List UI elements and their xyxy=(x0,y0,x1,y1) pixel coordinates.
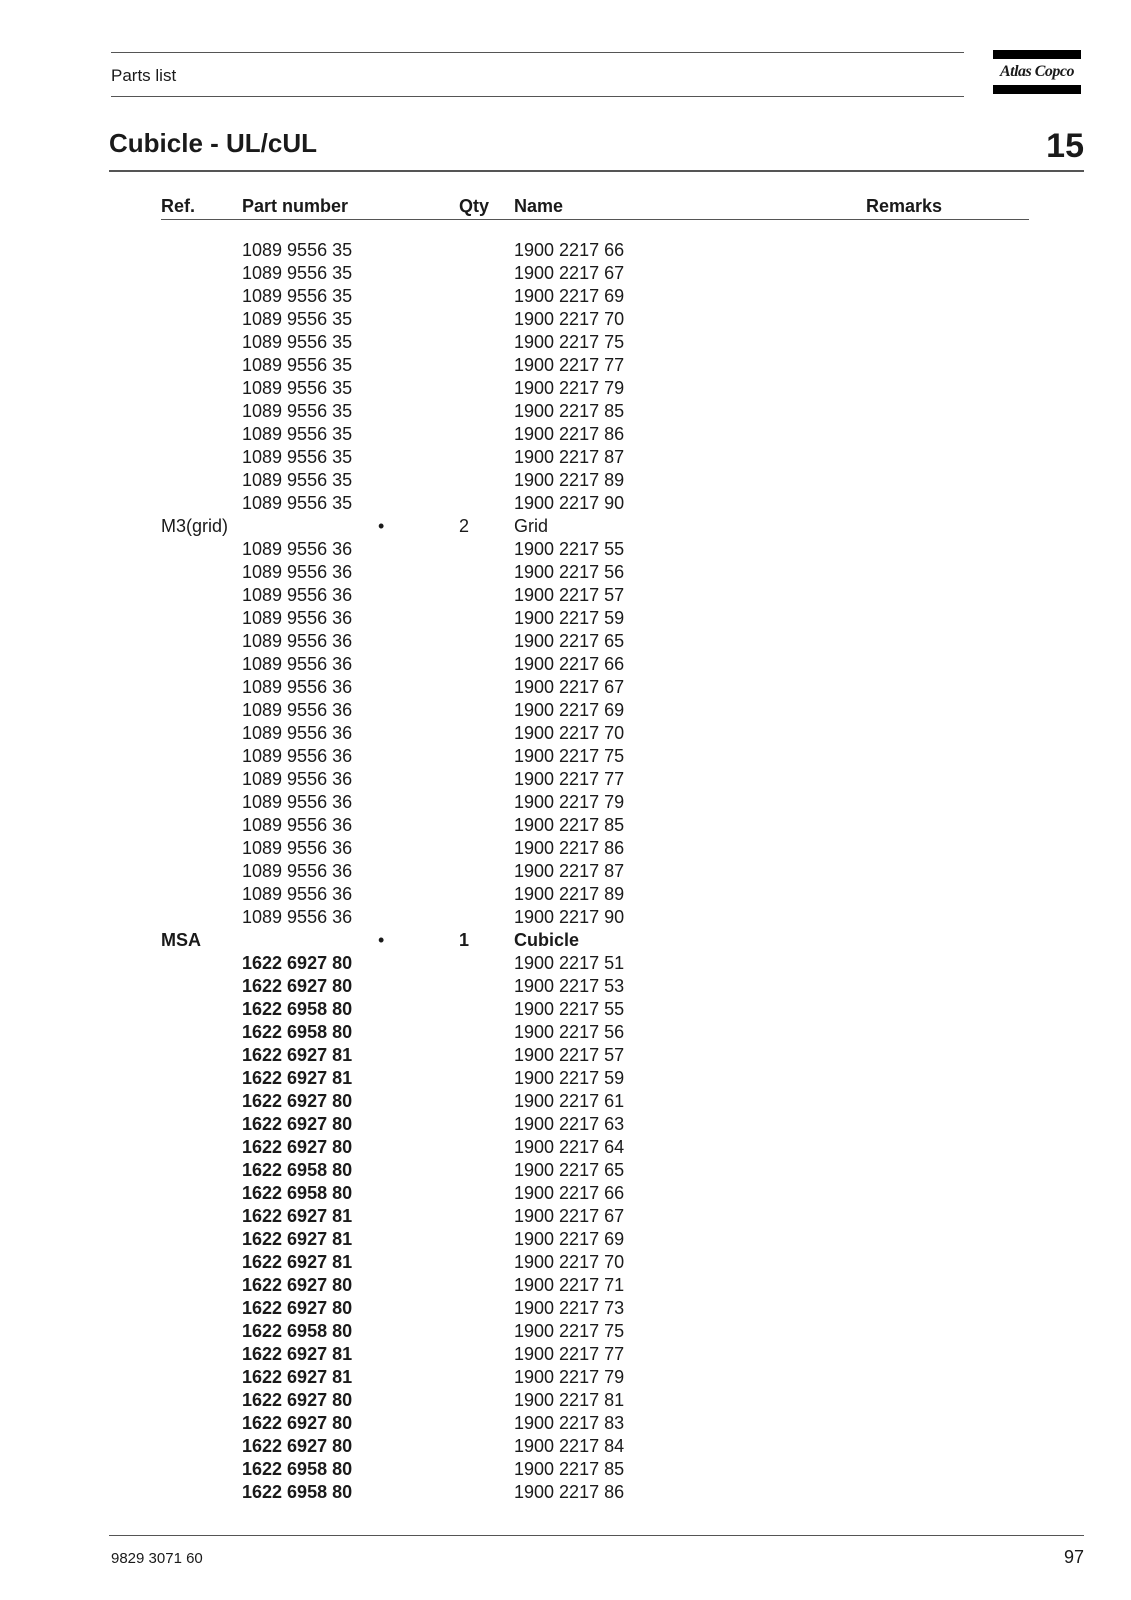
part-number-cell: 1089 9556 36 xyxy=(242,700,353,720)
part-number-cell: 1622 6927 80 xyxy=(242,1298,353,1318)
name-cell: 1900 2217 73 xyxy=(514,1298,625,1318)
name-cell: 1900 2217 56 xyxy=(514,1022,625,1042)
table-row xyxy=(0,608,1131,631)
name-cell: 1900 2217 55 xyxy=(514,539,625,559)
document-number: 9829 3071 60 xyxy=(111,1550,203,1567)
name-cell: 1900 2217 87 xyxy=(514,447,625,467)
table-row xyxy=(0,631,1131,654)
part-number-cell: 1089 9556 36 xyxy=(242,815,353,835)
atlas-copco-logo xyxy=(993,50,1081,95)
parts-table-body xyxy=(0,240,1131,1505)
name-cell: 1900 2217 55 xyxy=(514,999,625,1019)
name-cell: 1900 2217 90 xyxy=(514,907,625,927)
table-row xyxy=(0,1114,1131,1137)
table-row xyxy=(0,1413,1131,1436)
part-number-cell: 1622 6927 81 xyxy=(242,1252,353,1272)
table-row xyxy=(0,309,1131,332)
table-row xyxy=(0,401,1131,424)
table-row xyxy=(0,746,1131,769)
table-row xyxy=(0,884,1131,907)
part-number-cell: 1089 9556 36 xyxy=(242,608,353,628)
name-cell: 1900 2217 56 xyxy=(514,562,625,582)
name-cell: 1900 2217 75 xyxy=(514,746,625,766)
part-number-cell: 1622 6958 80 xyxy=(242,999,353,1019)
name-cell: 1900 2217 53 xyxy=(514,976,625,996)
name-cell: 1900 2217 70 xyxy=(514,1252,625,1272)
table-row xyxy=(0,1275,1131,1298)
name-cell: 1900 2217 59 xyxy=(514,1068,625,1088)
name-cell: 1900 2217 85 xyxy=(514,401,625,421)
part-number-cell: 1622 6927 80 xyxy=(242,1091,353,1111)
table-row xyxy=(0,562,1131,585)
table-row xyxy=(0,1367,1131,1390)
part-number-cell: 1622 6927 80 xyxy=(242,1413,353,1433)
part-number-cell: 1089 9556 35 xyxy=(242,240,353,260)
table-row xyxy=(0,999,1131,1022)
name-cell: 1900 2217 85 xyxy=(514,1459,625,1479)
name-cell: 1900 2217 66 xyxy=(514,654,625,674)
part-number-cell: 1622 6958 80 xyxy=(242,1183,353,1203)
table-header-rule xyxy=(161,219,1029,220)
table-row xyxy=(0,1229,1131,1252)
part-number-cell: 1089 9556 36 xyxy=(242,585,353,605)
name-cell: 1900 2217 81 xyxy=(514,1390,625,1410)
name-cell: 1900 2217 63 xyxy=(514,1114,625,1134)
part-number-cell: 1622 6927 80 xyxy=(242,1436,353,1456)
table-row xyxy=(0,1321,1131,1344)
part-number-cell: 1089 9556 35 xyxy=(242,332,353,352)
part-number-cell: 1622 6927 80 xyxy=(242,1137,353,1157)
part-number-cell: 1622 6927 80 xyxy=(242,1390,353,1410)
section-rule xyxy=(109,170,1084,172)
name-cell: 1900 2217 77 xyxy=(514,769,625,789)
table-row xyxy=(0,424,1131,447)
table-row xyxy=(0,378,1131,401)
name-cell: 1900 2217 71 xyxy=(514,1275,625,1295)
part-number-cell: 1089 9556 36 xyxy=(242,907,353,927)
part-number-cell: 1089 9556 35 xyxy=(242,286,353,306)
name-cell: 1900 2217 59 xyxy=(514,608,625,628)
table-row xyxy=(0,1091,1131,1114)
col-header-qty: Qty xyxy=(459,196,490,216)
name-cell: 1900 2217 75 xyxy=(514,1321,625,1341)
part-number-cell: 1622 6927 80 xyxy=(242,1114,353,1134)
header-top-rule xyxy=(111,52,964,53)
table-row xyxy=(0,1390,1131,1413)
part-number-cell: 1089 9556 35 xyxy=(242,493,353,513)
part-number-cell: 1622 6927 81 xyxy=(242,1344,353,1364)
table-row xyxy=(0,1183,1131,1206)
header-label: Parts list xyxy=(111,66,177,85)
part-number-cell: 1089 9556 35 xyxy=(242,263,353,283)
part-number-cell: 1089 9556 36 xyxy=(242,677,353,697)
part-number-cell: 1622 6958 80 xyxy=(242,1160,353,1180)
name-cell: 1900 2217 84 xyxy=(514,1436,625,1456)
part-number-cell: 1622 6958 80 xyxy=(242,1321,353,1341)
name-cell: 1900 2217 57 xyxy=(514,1045,625,1065)
part-number-cell: 1622 6927 81 xyxy=(242,1068,353,1088)
name-cell: Cubicle xyxy=(514,930,580,950)
part-number-cell: 1622 6958 80 xyxy=(242,1022,353,1042)
part-number-cell: 1622 6927 81 xyxy=(242,1367,353,1387)
part-number-cell: 1089 9556 36 xyxy=(242,861,353,881)
table-row xyxy=(0,1206,1131,1229)
table-row xyxy=(0,723,1131,746)
name-cell: 1900 2217 67 xyxy=(514,677,625,697)
name-cell: 1900 2217 66 xyxy=(514,240,625,260)
table-row xyxy=(0,470,1131,493)
col-header-part-number: Part number xyxy=(242,196,349,216)
bullet-cell: • xyxy=(378,516,385,536)
table-row xyxy=(0,355,1131,378)
section-number: 15 xyxy=(1046,127,1084,165)
table-row xyxy=(0,1022,1131,1045)
name-cell: 1900 2217 79 xyxy=(514,792,625,812)
ref-cell: M3(grid) xyxy=(161,516,229,536)
part-number-cell: 1089 9556 35 xyxy=(242,424,353,444)
part-number-cell: 1622 6927 81 xyxy=(242,1229,353,1249)
table-row xyxy=(0,286,1131,309)
part-number-cell: 1089 9556 35 xyxy=(242,401,353,421)
name-cell: 1900 2217 67 xyxy=(514,1206,625,1226)
table-row xyxy=(0,539,1131,562)
name-cell: 1900 2217 65 xyxy=(514,1160,625,1180)
name-cell: 1900 2217 64 xyxy=(514,1137,625,1157)
part-number-cell: 1622 6927 81 xyxy=(242,1045,353,1065)
part-number-cell: 1089 9556 36 xyxy=(242,631,353,651)
name-cell: 1900 2217 86 xyxy=(514,424,625,444)
table-row xyxy=(0,1482,1131,1505)
table-row xyxy=(0,976,1131,999)
name-cell: 1900 2217 51 xyxy=(514,953,625,973)
table-row xyxy=(0,240,1131,263)
name-cell: 1900 2217 57 xyxy=(514,585,625,605)
qty-cell: 2 xyxy=(459,516,470,536)
part-number-cell: 1089 9556 36 xyxy=(242,562,353,582)
part-number-cell: 1622 6927 81 xyxy=(242,1206,353,1226)
name-cell: 1900 2217 79 xyxy=(514,378,625,398)
part-number-cell: 1089 9556 36 xyxy=(242,654,353,674)
table-row xyxy=(0,1160,1131,1183)
table-row xyxy=(0,1459,1131,1482)
col-header-remarks: Remarks xyxy=(866,196,943,216)
name-cell: 1900 2217 70 xyxy=(514,723,625,743)
name-cell: 1900 2217 77 xyxy=(514,1344,625,1364)
table-row xyxy=(0,861,1131,884)
table-row xyxy=(0,815,1131,838)
name-cell: 1900 2217 86 xyxy=(514,1482,625,1502)
name-cell: 1900 2217 69 xyxy=(514,286,625,306)
part-number-cell: 1089 9556 35 xyxy=(242,355,353,375)
name-cell: 1900 2217 87 xyxy=(514,861,625,881)
part-number-cell: 1089 9556 35 xyxy=(242,447,353,467)
table-row xyxy=(0,493,1131,516)
logo-wordmark: Atlas Copco xyxy=(999,63,1075,80)
table-row xyxy=(0,516,1131,539)
name-cell: 1900 2217 69 xyxy=(514,1229,625,1249)
part-number-cell: 1089 9556 36 xyxy=(242,746,353,766)
table-row xyxy=(0,1137,1131,1160)
table-row xyxy=(0,1436,1131,1459)
name-cell: 1900 2217 70 xyxy=(514,309,625,329)
part-number-cell: 1089 9556 36 xyxy=(242,792,353,812)
part-number-cell: 1622 6927 80 xyxy=(242,1275,353,1295)
table-row xyxy=(0,654,1131,677)
col-header-ref: Ref. xyxy=(161,196,196,216)
part-number-cell: 1622 6927 80 xyxy=(242,976,353,996)
col-header-name: Name xyxy=(514,196,564,216)
name-cell: 1900 2217 89 xyxy=(514,884,625,904)
table-row xyxy=(0,792,1131,815)
table-row xyxy=(0,1344,1131,1367)
part-number-cell: 1089 9556 36 xyxy=(242,723,353,743)
name-cell: 1900 2217 79 xyxy=(514,1367,625,1387)
name-cell: 1900 2217 83 xyxy=(514,1413,625,1433)
table-row xyxy=(0,769,1131,792)
table-row xyxy=(0,700,1131,723)
part-number-cell: 1089 9556 35 xyxy=(242,470,353,490)
table-row xyxy=(0,907,1131,930)
table-row xyxy=(0,447,1131,470)
name-cell: 1900 2217 61 xyxy=(514,1091,625,1111)
name-cell: Grid xyxy=(514,516,549,536)
table-row xyxy=(0,1045,1131,1068)
part-number-cell: 1089 9556 35 xyxy=(242,309,353,329)
part-number-cell: 1089 9556 36 xyxy=(242,838,353,858)
name-cell: 1900 2217 66 xyxy=(514,1183,625,1203)
page-number: 97 xyxy=(1063,1547,1084,1567)
table-row xyxy=(0,930,1131,953)
part-number-cell: 1622 6927 80 xyxy=(242,953,353,973)
name-cell: 1900 2217 75 xyxy=(514,332,625,352)
table-row xyxy=(0,332,1131,355)
name-cell: 1900 2217 69 xyxy=(514,700,625,720)
name-cell: 1900 2217 65 xyxy=(514,631,625,651)
name-cell: 1900 2217 67 xyxy=(514,263,625,283)
table-row xyxy=(0,838,1131,861)
qty-cell: 1 xyxy=(459,930,470,950)
footer-rule xyxy=(109,1535,1084,1536)
table-row xyxy=(0,677,1131,700)
section-title: Cubicle - UL/cUL xyxy=(109,128,318,158)
name-cell: 1900 2217 90 xyxy=(514,493,625,513)
table-row xyxy=(0,1068,1131,1091)
part-number-cell: 1622 6958 80 xyxy=(242,1482,353,1502)
name-cell: 1900 2217 86 xyxy=(514,838,625,858)
part-number-cell: 1089 9556 36 xyxy=(242,769,353,789)
ref-cell: MSA xyxy=(161,930,201,950)
name-cell: 1900 2217 89 xyxy=(514,470,625,490)
part-number-cell: 1089 9556 36 xyxy=(242,884,353,904)
table-row xyxy=(0,1298,1131,1321)
part-number-cell: 1089 9556 35 xyxy=(242,378,353,398)
table-row xyxy=(0,953,1131,976)
name-cell: 1900 2217 77 xyxy=(514,355,625,375)
part-number-cell: 1089 9556 36 xyxy=(242,539,353,559)
part-number-cell: 1622 6958 80 xyxy=(242,1459,353,1479)
header-bottom-rule xyxy=(111,96,964,97)
name-cell: 1900 2217 85 xyxy=(514,815,625,835)
bullet-cell: • xyxy=(378,930,385,950)
table-row xyxy=(0,263,1131,286)
table-row xyxy=(0,585,1131,608)
table-row xyxy=(0,1252,1131,1275)
